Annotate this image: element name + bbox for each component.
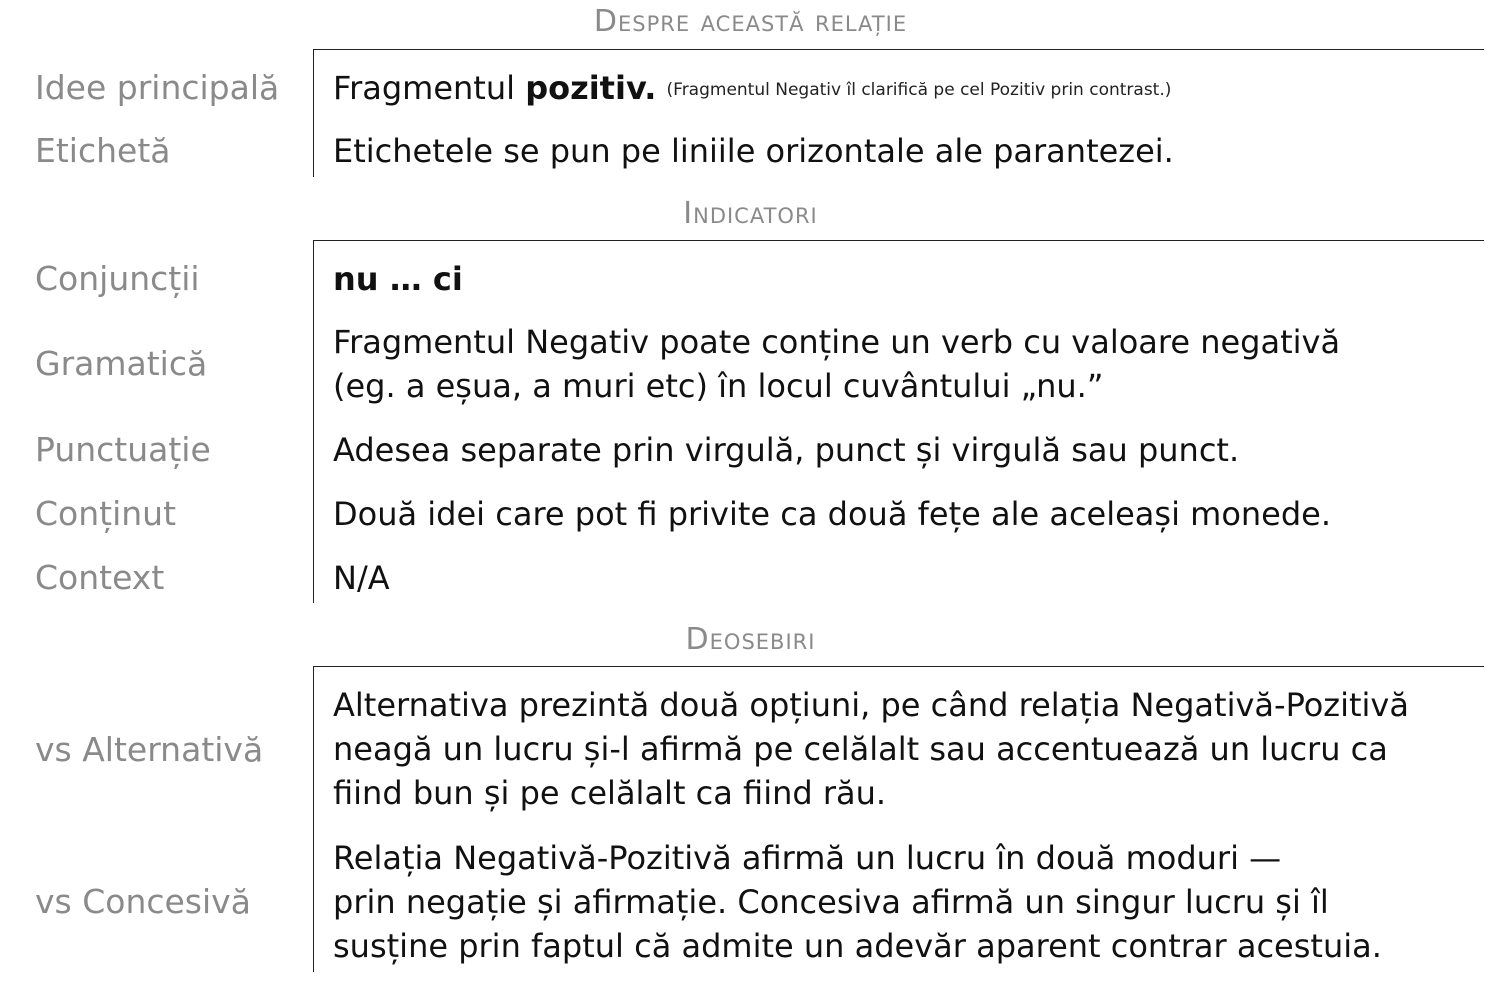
row-label-gramatica: Gramatică xyxy=(35,344,208,383)
section-rule-deosebiri xyxy=(313,666,1484,667)
column-divider-indicatori xyxy=(313,240,314,603)
row-label-punctuatie: Punctuație xyxy=(35,430,211,469)
alternativa-line-1: Alternativa prezintă două opțiuni, pe când relația Negativă-Pozitivă xyxy=(333,686,1409,724)
value-prefix: Fragmentul xyxy=(333,69,526,107)
row-value-context: N/A xyxy=(333,559,390,597)
row-value-punctuatie: Adesea separate prin virgulă, punct și virgulă sau punct. xyxy=(333,431,1240,469)
row-label-conjunctii: Conjuncții xyxy=(35,259,200,298)
row-label-vs-alternativa: vs Alternativă xyxy=(35,730,264,769)
row-value-eticheta: Etichetele se pun pe liniile orizontale ale parantezei. xyxy=(333,132,1174,170)
value-bold-pozitiv: pozitiv. xyxy=(525,69,657,107)
section-rule-indicatori xyxy=(313,240,1484,241)
row-value-continut: Două idei care pot fi privite ca două fețe ale aceleași monede. xyxy=(333,495,1332,533)
row-value-vs-concesiva xyxy=(333,836,1382,968)
column-divider-despre xyxy=(313,49,314,177)
alternativa-line-3: fiind bun și pe celălalt ca fiind rău. xyxy=(333,774,887,812)
row-value-idee-principala xyxy=(333,66,1171,112)
row-value-vs-alternativa xyxy=(333,683,1409,815)
row-label-continut: Conținut xyxy=(35,494,177,533)
section-rule-despre xyxy=(313,49,1484,50)
concesiva-line-1: Relația Negativă-Pozitivă afirmă un lucru în două moduri — xyxy=(333,839,1282,877)
concesiva-line-2: prin negație și afirmație. Concesiva afirmă un singur lucru și îl xyxy=(333,883,1329,921)
section-title-indicatori: Indicatori xyxy=(683,196,818,231)
row-label-vs-concesiva: vs Concesivă xyxy=(35,882,251,921)
concesiva-line-3: susține prin faptul că admite un adevăr aparent contrar acestuia. xyxy=(333,927,1382,965)
row-label-eticheta: Etichetă xyxy=(35,131,171,170)
row-value-gramatica xyxy=(333,320,1340,408)
alternativa-line-2: neagă un lucru și-l afirmă pe celălalt sau accentuează un lucru ca xyxy=(333,730,1388,768)
value-note: (Fragmentul Negativ îl clarifică pe cel Pozitiv prin contrast.) xyxy=(666,80,1172,100)
row-value-conjunctii: nu … ci xyxy=(333,260,463,298)
row-label-context: Context xyxy=(35,558,165,597)
gramatica-line-2: (eg. a eșua, a muri etc) în locul cuvântului „nu.” xyxy=(333,367,1104,405)
section-title-despre: Despre această relație xyxy=(593,4,908,39)
section-title-deosebiri: Deosebiri xyxy=(685,622,816,657)
gramatica-line-1: Fragmentul Negativ poate conține un verb cu valoare negativă xyxy=(333,323,1341,361)
row-label-idee-principala: Idee principală xyxy=(35,68,280,107)
column-divider-deosebiri xyxy=(313,666,314,972)
